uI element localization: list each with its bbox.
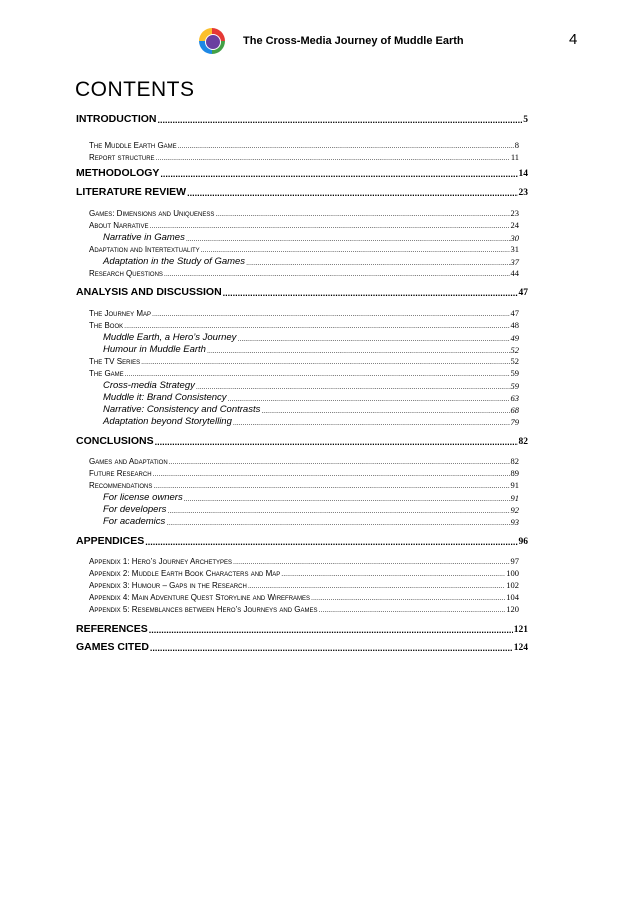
dot-leader bbox=[156, 155, 510, 162]
toc-entry-title: INTRODUCTION bbox=[76, 113, 157, 125]
dot-leader bbox=[150, 643, 513, 653]
toc-entry-page: 47 bbox=[518, 288, 528, 298]
toc-entry-title: Muddle it: Brand Consistency bbox=[103, 392, 227, 403]
toc-entry[interactable] bbox=[76, 356, 519, 366]
toc-entry-title: Narrative: Consistency and Contrasts bbox=[103, 404, 261, 415]
toc-entry-page: 5 bbox=[523, 115, 528, 125]
dot-leader bbox=[153, 471, 510, 478]
toc-entry-title: Research Questions bbox=[89, 269, 163, 278]
dot-leader bbox=[319, 607, 506, 614]
toc-entry-page: 82 bbox=[518, 437, 528, 447]
circular-logo-icon bbox=[199, 28, 225, 54]
toc-entry-title: Recommendations bbox=[89, 481, 153, 490]
toc-entry-page: 93 bbox=[510, 517, 519, 527]
toc-entry-title: For license owners bbox=[103, 492, 183, 503]
toc-entry-page: 124 bbox=[513, 643, 528, 653]
toc-entry-title: Muddle Earth, a Hero’s Journey bbox=[103, 332, 237, 343]
toc-entry[interactable] bbox=[76, 186, 528, 198]
dot-leader bbox=[248, 583, 505, 590]
toc-entry[interactable] bbox=[76, 208, 519, 218]
toc-entry[interactable] bbox=[76, 580, 519, 590]
toc-entry-title: For academics bbox=[103, 516, 166, 527]
dot-leader bbox=[186, 236, 510, 243]
toc-entry[interactable] bbox=[76, 480, 519, 490]
toc-entry-title: Adaptation beyond Storytelling bbox=[103, 416, 232, 427]
toc-entry-page: 121 bbox=[513, 625, 528, 635]
toc-entry-page: 120 bbox=[506, 604, 519, 614]
toc-entry-title: APPENDICES bbox=[76, 535, 145, 547]
toc-entry-title: Narrative in Games bbox=[103, 232, 185, 243]
toc-entry[interactable] bbox=[76, 344, 519, 355]
toc-entry-page: 63 bbox=[510, 393, 519, 403]
toc-entry[interactable] bbox=[76, 604, 519, 614]
dot-leader bbox=[237, 336, 509, 343]
toc-entry-page: 14 bbox=[518, 169, 528, 179]
toc-entry-page: 102 bbox=[506, 580, 519, 590]
toc-entry-title: Humour in Muddle Earth bbox=[103, 344, 206, 355]
toc-entry-page: 24 bbox=[510, 220, 519, 230]
toc-entry[interactable] bbox=[76, 268, 519, 278]
toc-entry[interactable] bbox=[76, 368, 519, 378]
dot-leader bbox=[233, 420, 510, 427]
toc-entry-title: Appendix 4: Main Adventure Quest Storyline and Wireframes bbox=[89, 593, 311, 602]
toc-entry[interactable] bbox=[76, 286, 528, 298]
dot-leader bbox=[149, 625, 513, 635]
dot-leader bbox=[233, 559, 509, 566]
toc-entry-page: 49 bbox=[510, 333, 519, 343]
toc-entry-page: 104 bbox=[506, 592, 519, 602]
dot-leader bbox=[207, 348, 510, 355]
toc-entry[interactable] bbox=[76, 404, 519, 415]
toc-entry-page: 8 bbox=[514, 140, 519, 150]
toc-entry-title: Appendix 3: Humour – Gaps in the Research bbox=[89, 581, 247, 590]
dot-leader bbox=[178, 143, 514, 150]
toc-entry-title: LITERATURE REVIEW bbox=[76, 186, 187, 198]
toc-entry[interactable] bbox=[76, 308, 519, 318]
toc-entry-title: Games and Adaptation bbox=[89, 457, 168, 466]
toc-entry-title: GAMES CITED bbox=[76, 641, 149, 653]
dot-leader bbox=[215, 211, 509, 218]
toc-entry-page: 100 bbox=[506, 568, 519, 578]
toc-entry-page: 44 bbox=[510, 268, 519, 278]
toc-entry-title: ANALYSIS AND DISCUSSION bbox=[76, 286, 222, 298]
dot-leader bbox=[160, 169, 517, 179]
toc-entry[interactable] bbox=[76, 416, 519, 427]
toc-entry-title: The Muddle Earth Game bbox=[89, 141, 177, 150]
header-title: The Cross-Media Journey of Muddle Earth bbox=[243, 35, 464, 47]
toc-entry-page: 52 bbox=[510, 356, 519, 366]
toc-entry-title: The Journey Map bbox=[89, 309, 152, 318]
toc-entry[interactable] bbox=[76, 220, 519, 230]
toc-entry[interactable] bbox=[76, 392, 519, 403]
toc-entry-title: Appendix 1: Hero’s Journey Archetypes bbox=[89, 557, 233, 566]
toc-entry-page: 31 bbox=[510, 244, 519, 254]
toc-entry-page: 23 bbox=[518, 188, 528, 198]
toc-entry-page: 91 bbox=[510, 480, 519, 490]
toc-entry[interactable] bbox=[76, 435, 528, 447]
toc-entry[interactable] bbox=[76, 516, 519, 527]
contents-heading: CONTENTS bbox=[75, 78, 195, 101]
toc-entry-title: CONCLUSIONS bbox=[76, 435, 154, 447]
toc-entry[interactable] bbox=[76, 492, 519, 503]
toc-entry[interactable] bbox=[76, 592, 519, 602]
toc-entry-page: 30 bbox=[510, 233, 519, 243]
page-header bbox=[0, 28, 638, 60]
toc-entry-title: REFERENCES bbox=[76, 623, 148, 635]
dot-leader bbox=[155, 437, 518, 447]
toc-entry-title: Appendix 2: Muddle Earth Book Characters and Map bbox=[89, 569, 281, 578]
page-number: 4 bbox=[569, 31, 578, 48]
toc-entry-title: Adaptation and Intertextuality bbox=[89, 245, 200, 254]
dot-leader bbox=[125, 371, 510, 378]
toc-entry-page: 79 bbox=[510, 417, 519, 427]
toc-entry-page: 89 bbox=[510, 468, 519, 478]
toc-entry[interactable] bbox=[76, 468, 519, 478]
toc-entry-page: 68 bbox=[510, 405, 519, 415]
toc-entry-title: Adaptation in the Study of Games bbox=[103, 256, 246, 267]
toc-entry-title: The Game bbox=[89, 369, 124, 378]
dot-leader bbox=[311, 595, 505, 602]
toc-entry-title: Future Research bbox=[89, 469, 152, 478]
toc-entry-page: 11 bbox=[510, 152, 519, 162]
toc-entry-title: Games: Dimensions and Uniqueness bbox=[89, 209, 215, 218]
dot-leader bbox=[228, 396, 510, 403]
toc-entry-page: 23 bbox=[510, 208, 519, 218]
dot-leader bbox=[150, 223, 510, 230]
dot-leader bbox=[167, 508, 509, 515]
dot-leader bbox=[187, 188, 517, 198]
toc-entry-title: Cross-media Strategy bbox=[103, 380, 195, 391]
toc-entry-title: About Narrative bbox=[89, 221, 149, 230]
toc-entry-page: 47 bbox=[510, 308, 519, 318]
toc-entry-page: 59 bbox=[510, 381, 519, 391]
toc-entry[interactable] bbox=[76, 113, 528, 125]
toc-entry-page: 97 bbox=[510, 556, 519, 566]
dot-leader bbox=[166, 520, 509, 527]
toc-entry-title: Appendix 5: Resemblances between Hero’s Journeys and Games bbox=[89, 605, 318, 614]
toc-entry-page: 91 bbox=[510, 493, 519, 503]
toc-entry[interactable] bbox=[76, 504, 519, 515]
dot-leader bbox=[261, 408, 509, 415]
toc-entry[interactable] bbox=[76, 456, 519, 466]
toc-entry[interactable] bbox=[76, 320, 519, 330]
toc-entry[interactable] bbox=[76, 167, 528, 179]
toc-entry[interactable] bbox=[76, 380, 519, 391]
dot-leader bbox=[152, 311, 509, 318]
dot-leader bbox=[153, 483, 509, 490]
toc-entry[interactable] bbox=[76, 568, 519, 578]
toc-entry-title: The Book bbox=[89, 321, 124, 330]
toc-entry-title: METHODOLOGY bbox=[76, 167, 160, 179]
dot-leader bbox=[145, 537, 517, 547]
toc-entry[interactable] bbox=[76, 244, 519, 254]
dot-leader bbox=[158, 115, 523, 125]
toc-entry[interactable] bbox=[76, 152, 519, 162]
dot-leader bbox=[169, 459, 510, 466]
toc-entry[interactable] bbox=[76, 623, 528, 635]
toc-entry-page: 48 bbox=[510, 320, 519, 330]
toc-entry[interactable] bbox=[76, 332, 519, 343]
dot-leader bbox=[184, 496, 510, 503]
toc-entry[interactable] bbox=[76, 535, 528, 547]
toc-entry[interactable] bbox=[76, 556, 519, 566]
toc-entry[interactable] bbox=[76, 641, 528, 653]
dot-leader bbox=[196, 384, 510, 391]
dot-leader bbox=[201, 247, 510, 254]
toc-entry-title: The TV Series bbox=[89, 357, 141, 366]
toc-entry[interactable] bbox=[76, 140, 519, 150]
toc-entry-title: For developers bbox=[103, 504, 167, 515]
dot-leader bbox=[223, 288, 518, 298]
toc-entry-page: 59 bbox=[510, 368, 519, 378]
toc-entry-page: 82 bbox=[510, 456, 519, 466]
toc-entry[interactable] bbox=[76, 256, 519, 267]
toc-entry-page: 37 bbox=[510, 257, 519, 267]
dot-leader bbox=[246, 260, 509, 267]
toc-entry[interactable] bbox=[76, 232, 519, 243]
toc-entry-page: 96 bbox=[518, 537, 528, 547]
toc-entry-title: Report structure bbox=[89, 153, 155, 162]
dot-leader bbox=[281, 571, 505, 578]
dot-leader bbox=[141, 359, 509, 366]
toc-entry-page: 92 bbox=[510, 505, 519, 515]
dot-leader bbox=[124, 323, 509, 330]
dot-leader bbox=[164, 271, 510, 278]
toc-entry-page: 52 bbox=[510, 345, 519, 355]
